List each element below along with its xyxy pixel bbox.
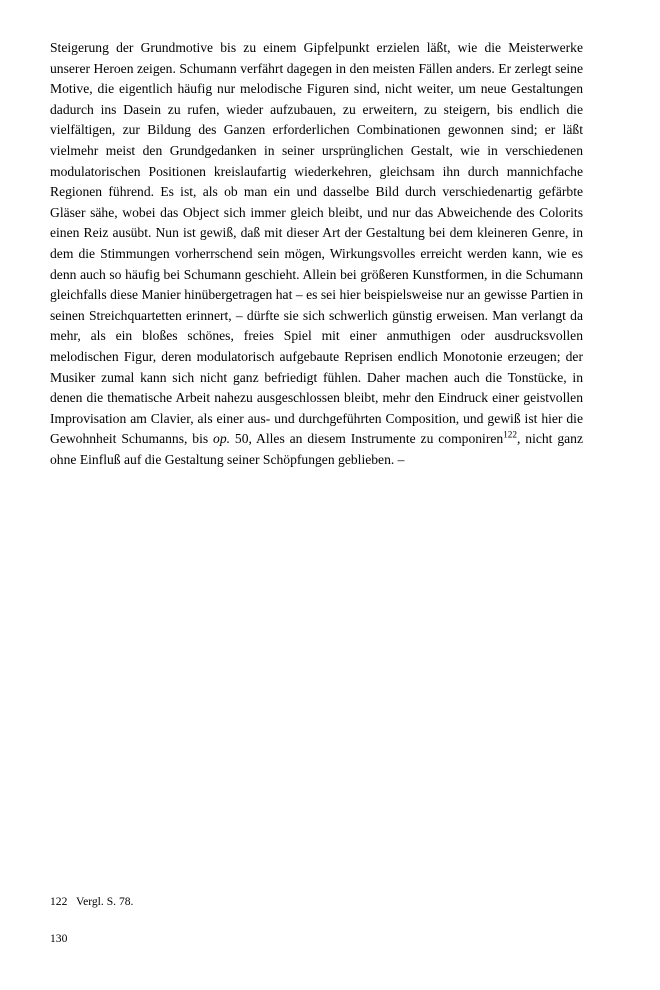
page-number: 130: [50, 932, 68, 945]
footnote-reference-marker[interactable]: 122: [503, 429, 517, 440]
paragraph-part-1: Steigerung der Grundmotive bis zu einem Gipfelpunkt erzielen läßt, wie die Meisterwerke unserer Heroen zeigen. Schumann verfährt dagegen in den meisten Fällen anders. Er zerlegt seine Motive, die eigentlich häufig nur melodische Figuren sind, nicht weiter, um neue Gestaltungen dadurch ins Dasein zu rufen, wieder aufzubauen, zu erweitern, zu steigern, bis endlich die vielfältigen, zur Bildung des Ganzen erforderlichen Combinationen gewonnen sind; er läßt vielmehr meist den Grundgedanken in seiner ursprünglichen Gestalt, wie in verschiedenen modulatorischen Positionen kreislaufartig wiederkehren, gleichsam ihn durch mannichfache Regionen führend. Es ist, als ob man ein und dasselbe Bild durch verschiedenartig gefärbte Gläser sähe, wobei das Object sich immer gleich bleibt, und nur das Abweichende des Colorits einen Reiz ausübt. Nun ist gewiß, daß mit dieser Art der Gestaltung bei dem kleineren Genre, in dem die Stimmungen vorherrschend sein mögen, Wirkungsvolles erreicht werden kann, wie es denn auch so häufig bei Schumann geschieht. Allein bei größeren Kunstformen, in die Schumann gleichfalls diese Manier hinübergetragen hat – es sei hier beispielsweise nur an gewisse Partien in seinen Streichquartetten erinnert, – dürfte sie sich schwerlich günstig erweisen. Man verlangt da mehr, als ein bloßes schönes, freies Spiel mit einer anmuthigen oder ausdrucksvollen melodischen Figur, deren modulatorisch aufgebaute Reprisen endlich Monotonie erzeugen; der Musiker zumal kann sich nicht ganz befriedigt fühlen. Daher machen auch die Tonstücke, in denen die thematische Arbeit nahezu ausgeschlossen bleibt, mehr den Eindruck einer geistvollen Improvisation am Clavier, als einer aus- und durchgeführten Composition, und gewiß ist hier die Gewohnheit Schumanns, bis: [50, 40, 583, 447]
opus-abbreviation: op.: [213, 431, 231, 447]
body-text-block: [50, 38, 583, 470]
footnote-number: 122: [50, 895, 68, 908]
paragraph-part-2: 50, Alles an diesem Instrumente zu componiren: [230, 431, 504, 447]
paragraph-part-3: , nicht ganz ohne Einfluß auf die Gestaltung seiner Schöpfungen geblieben. –: [50, 431, 583, 467]
footnote-text: Vergl. S. 78.: [76, 895, 134, 908]
footnote: [50, 894, 583, 909]
main-paragraph: [50, 38, 583, 470]
